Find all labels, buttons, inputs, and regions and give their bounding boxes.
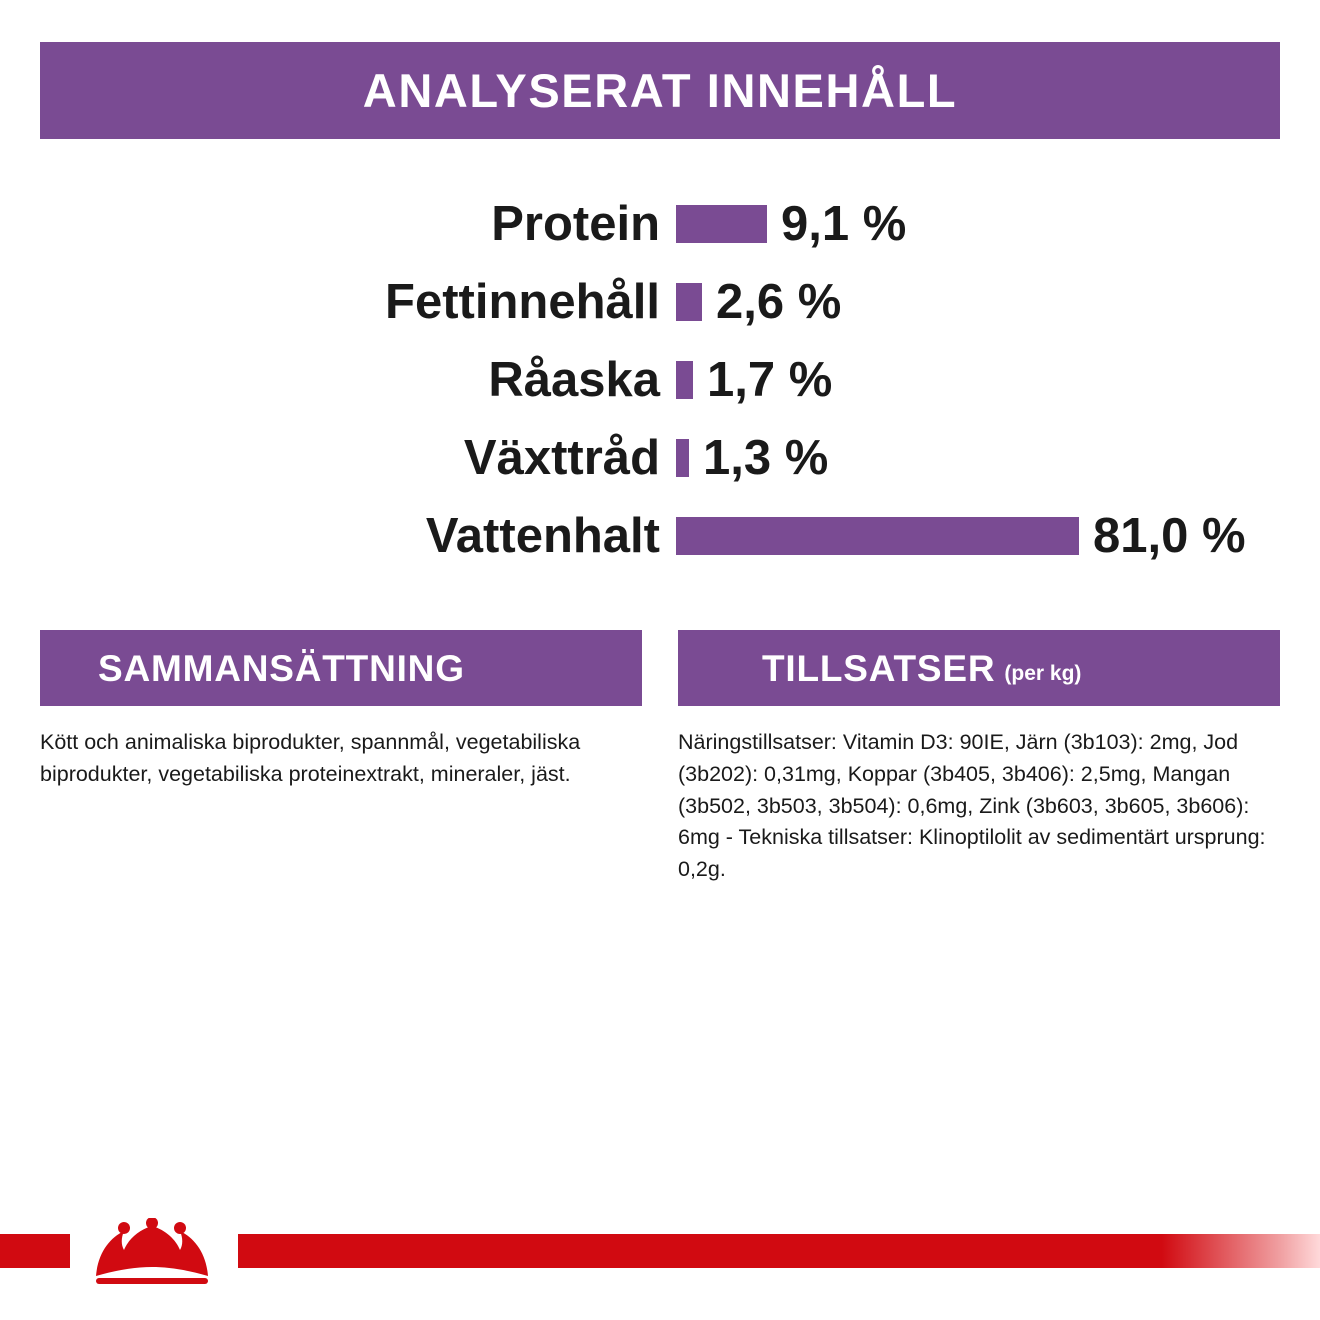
chart-bar-wrap <box>660 196 1280 251</box>
chart-value: 1,3 % <box>703 430 829 485</box>
additives-subtitle: (per kg) <box>1004 661 1082 685</box>
analysed-content-title: ANALYSERAT INNEHÅLL <box>362 64 958 117</box>
chart-label: Protein <box>491 196 660 251</box>
composition-header <box>40 630 642 706</box>
chart-row <box>40 263 1280 341</box>
chart-row <box>40 497 1280 575</box>
additives-title: TILLSATSER <box>762 647 996 689</box>
detail-panels <box>40 630 1280 886</box>
chart-row <box>40 185 1280 263</box>
analysed-content-header <box>40 42 1280 139</box>
chart-bar <box>676 517 1079 555</box>
chart-bar-wrap <box>660 274 1280 329</box>
additives-panel <box>678 630 1280 886</box>
chart-bar <box>676 205 767 243</box>
chart-label: Växttråd <box>463 430 660 485</box>
chart-bar <box>676 361 693 399</box>
additives-header <box>678 630 1280 706</box>
additives-text: Näringstillsatser: Vitamin D3: 90IE, Järn (3b103): 2mg, Jod (3b202): 0,31mg, Koppar (3b405, 3b406): 2,5mg, Mangan (3b502, 3b503, 3b504): 0,6mg, Zink (3b603, 3b605, 3b606): 6mg - Tekniska tillsatser: Klinoptilolit av sedimentärt ursprung: 0,2g. <box>678 730 1266 882</box>
chart-label: Vattenhalt <box>425 508 660 563</box>
chart-bar <box>676 439 689 477</box>
chart-bar <box>676 283 702 321</box>
chart-row <box>40 419 1280 497</box>
chart-value: 81,0 % <box>1093 508 1246 563</box>
chart-value: 1,7 % <box>707 352 833 407</box>
chart-bar-wrap <box>660 508 1280 563</box>
composition-title: SAMMANSÄTTNING <box>98 647 465 689</box>
chart-value: 2,6 % <box>716 274 842 329</box>
chart-label: Fettinnehåll <box>385 274 660 329</box>
composition-panel <box>40 630 642 886</box>
composition-text: Kött och animaliska biprodukter, spannmål, vegetabiliska biprodukter, vegetabiliska proteinextrakt, mineraler, jäst. <box>40 730 581 786</box>
chart-label: Råaska <box>488 352 660 407</box>
chart-bar-wrap <box>660 430 1280 485</box>
analysed-content-chart <box>40 185 1280 575</box>
chart-row <box>40 341 1280 419</box>
chart-value: 9,1 % <box>781 196 907 251</box>
chart-bar-wrap <box>660 352 1280 407</box>
royal-canin-crown-icon <box>88 1218 216 1284</box>
